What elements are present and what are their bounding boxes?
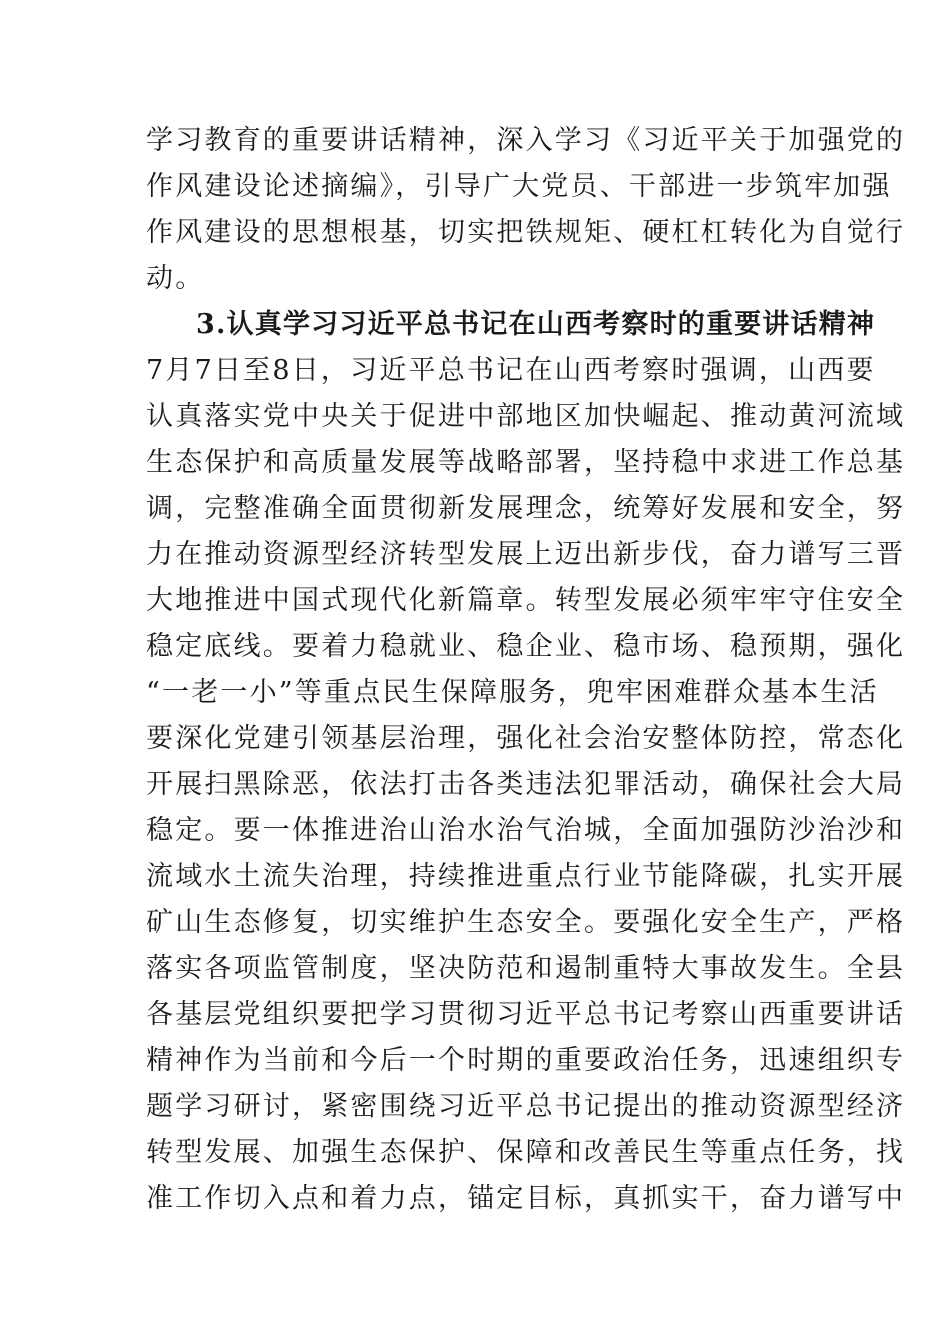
- text-line: 认真落实党中央关于促进中部地区加快崛起、推动黄河流域: [146, 401, 906, 432]
- text-line: 准工作切入点和着力点，锚定目标，真抓实干，奋力谱写中: [146, 1183, 906, 1214]
- text-line: 转型发展、加强生态保护、保障和改善民生等重点任务，找: [146, 1137, 906, 1168]
- text-line: 调，完整准确全面贯彻新发展理念，统筹好发展和安全，努: [146, 493, 906, 524]
- text-line: 7月7日至8日，习近平总书记在山西考察时强调，山西要: [146, 355, 876, 386]
- text-line: 落实各项监管制度，坚决防范和遏制重特大事故发生。全县: [146, 953, 906, 984]
- text-line: 稳定底线。要着力稳就业、稳企业、稳市场、稳预期，强化: [146, 631, 906, 662]
- text-line: 稳定。要一体推进治山治水治气治城，全面加强防沙治沙和: [146, 815, 906, 846]
- section-heading: 3.认真学习习近平总书记在山西考察时的重要讲话精神: [196, 309, 876, 340]
- text-line: “一老一小”等重点民生保障服务，兜牢困难群众基本生活: [146, 677, 879, 708]
- text-line: 精神作为当前和今后一个时期的重要政治任务，迅速组织专: [146, 1045, 906, 1076]
- text-line: 作风建设的思想根基，切实把铁规矩、硬杠杠转化为自觉行: [146, 217, 906, 248]
- text-line: 力在推动资源型经济转型发展上迈出新步伐，奋力谱写三晋: [146, 539, 906, 570]
- text-line: 矿山生态修复，切实维护生态安全。要强化安全生产，严格: [146, 907, 906, 938]
- text-line: 动。: [146, 263, 205, 294]
- text-line: 开展扫黑除恶，依法打击各类违法犯罪活动，确保社会大局: [146, 769, 906, 800]
- text-line: 生态保护和高质量发展等战略部署，坚持稳中求进工作总基: [146, 447, 906, 478]
- text-line: 要深化党建引领基层治理，强化社会治安整体防控，常态化: [146, 723, 906, 754]
- text-line: 大地推进中国式现代化新篇章。转型发展必须牢牢守住安全: [146, 585, 906, 616]
- text-line: 学习教育的重要讲话精神，深入学习《习近平关于加强党的: [146, 125, 906, 156]
- text-line: 作风建设论述摘编》，引导广大党员、干部进一步筑牢加强: [146, 171, 892, 202]
- text-line: 各基层党组织要把学习贯彻习近平总书记考察山西重要讲话: [146, 999, 906, 1030]
- text-line: 题学习研讨，紧密围绕习近平总书记提出的推动资源型经济: [146, 1091, 906, 1122]
- text-line: 流域水土流失治理，持续推进重点行业节能降碳，扎实开展: [146, 861, 906, 892]
- body-text: [146, 118, 906, 1222]
